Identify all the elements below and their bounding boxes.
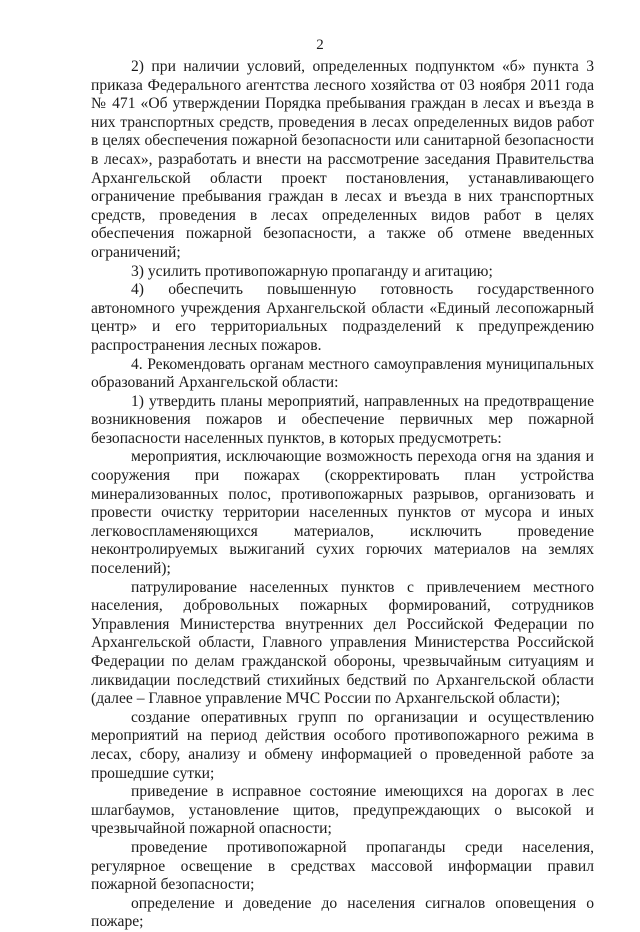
paragraph-barriers-signs: приведение в исправное состояние имеющихся на дорогах в лес шлагбаумов, установление щитов, предупреждающих о высокой и чрезвычайной пожарной опасности; bbox=[91, 783, 594, 838]
paragraph-recommend-municipalities: 4. Рекомендовать органам местного самоуправления муниципальных образований Архангельской области: bbox=[91, 355, 594, 392]
paragraph-public-awareness: проведение противопожарной пропаганды среди населения, регулярное освещение в средствах массовой информации правил пожарной безопасности; bbox=[91, 838, 594, 894]
document-body bbox=[91, 58, 594, 932]
page-number: 2 bbox=[316, 37, 324, 53]
paragraph-alert-signals: определение и доведение до населения сигналов оповещения о пожаре; bbox=[91, 894, 594, 931]
paragraph-4-forest-fire-center: 4) обеспечить повышенную готовность государственного автономного учреждения Архангельской области «Единый лесопожарный центр» и его территориальных подразделений к предупреждению распространения лесных пожаров. bbox=[91, 281, 594, 354]
paragraph-approve-plans: 1) утвердить планы мероприятий, направленных на предотвращение возникновения пожаров и обеспечение первичных мер пожарной безопасности населенных пунктов, в которых предусмотреть: bbox=[91, 392, 594, 447]
paragraph-patrolling: патрулирование населенных пунктов с привлечением местного населения, добровольных пожарных формирований, сотрудников Управления Министерства внутренних дел Российской Федерации по Архангельской области, Главного управления Министерства Российской Федерации по делам гражданской обороны, чрезвычайным ситуациям и ликвидации последствий стихийных бедствий по Архангельской области (далее – Главное управление МЧС России по Архангельской области); bbox=[91, 578, 594, 708]
paragraph-2-forest-restrictions: 2) при наличии условий, определенных подпунктом «б» пункта 3 приказа Федерального агентства лесного хозяйства от 03 ноября 2011 года № 471 «Об утверждении Порядка пребывания граждан в лесах и въезда в них транспортных средств, проведения в лесах определенных видов работ в целях обеспечения пожарной безопасности или санитарной безопасности в лесах», разработать и внести на рассмотрение заседания Правительства Архангельской области проект постановления, устанавливающего ограничение пребывания граждан в лесах и въезда в них транспортных средств, проведения в лесах определенных видов работ в целях обеспечения пожарной безопасности, а также об отмене введенных ограничений; bbox=[91, 58, 594, 261]
paragraph-fire-spread-measures: мероприятия, исключающие возможность перехода огня на здания и сооружения при пожарах (скорректировать план устройства минерализованных полос, противопожарных разрывов, организовать и провести очистку территории населенных пунктов от мусора и иных легковоспламеняющихся материалов, исключить проведение неконтролируемых выжиганий сухих горючих материалов на землях поселений); bbox=[91, 448, 594, 578]
paragraph-3-fire-propaganda: 3) усилить противопожарную пропаганду и агитацию; bbox=[131, 262, 493, 280]
paragraph-operational-groups: создание оперативных групп по организации и осуществлению мероприятий на период действия особого противопожарного режима в лесах, сбору, анализу и обмену информацией о проведенной работе за прошедшие сутки; bbox=[91, 708, 594, 782]
